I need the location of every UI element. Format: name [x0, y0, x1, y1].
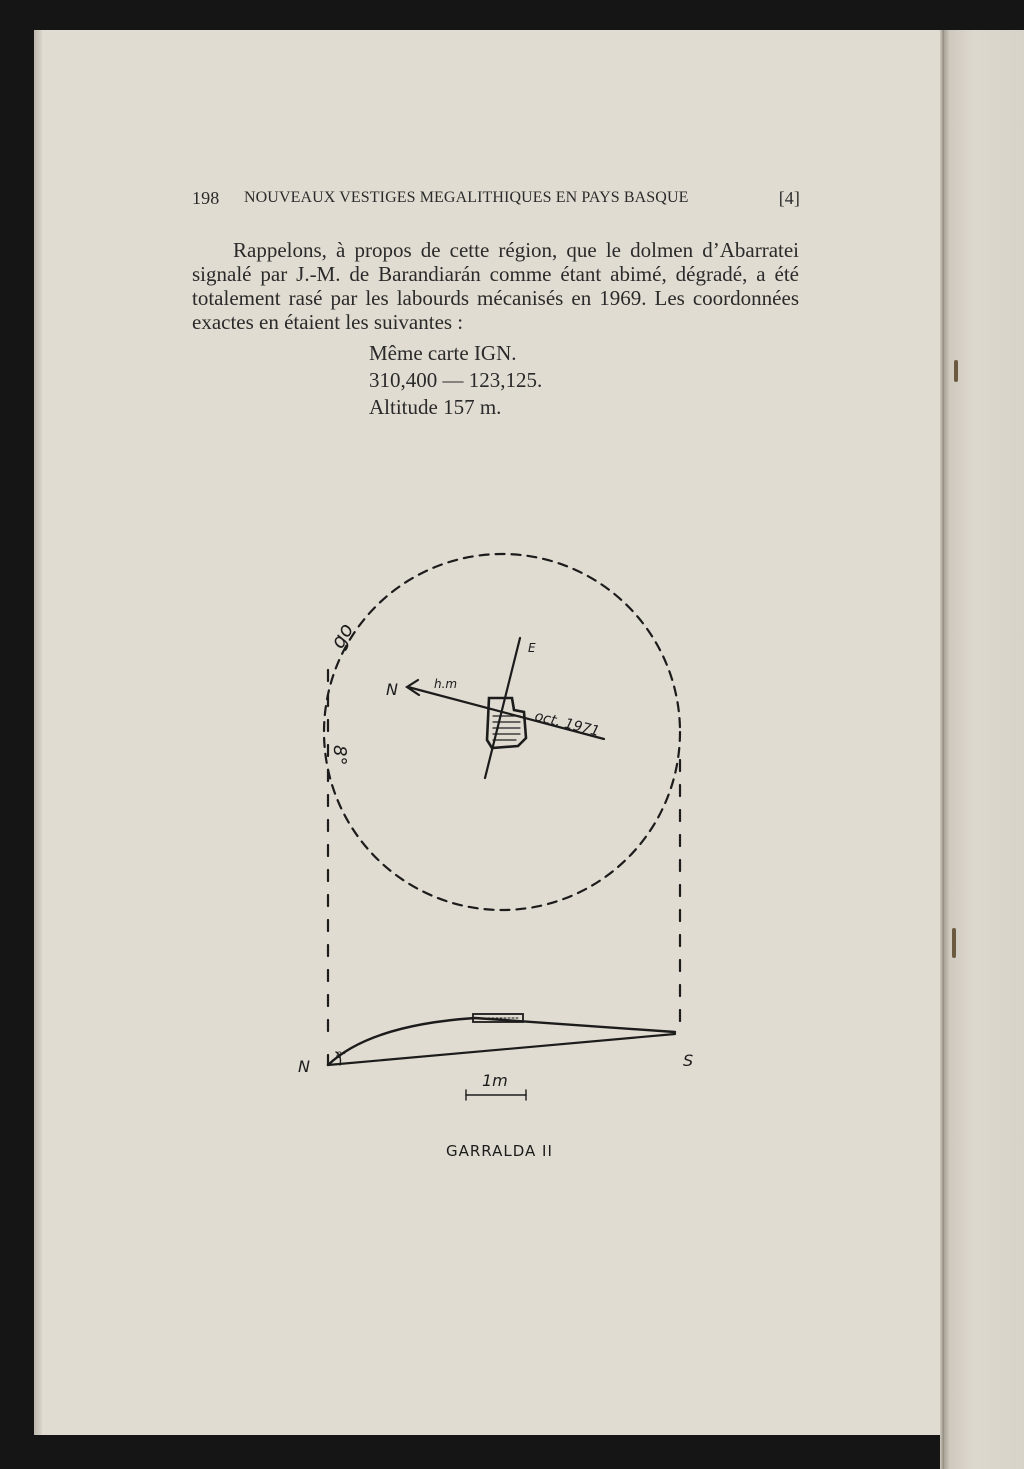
- date-label: oct. 1971: [533, 708, 602, 740]
- dolmen-sketch: [290, 520, 730, 1170]
- running-title: NOUVEAUX VESTIGES MEGALITHIQUES EN PAYS BASQUE: [244, 189, 689, 206]
- page-number: 198: [192, 188, 220, 208]
- coordinate-line: Altitude 157 m.: [369, 395, 502, 419]
- east-label: E: [528, 641, 536, 655]
- facing-page: [944, 30, 1024, 1469]
- sketch-caption: GARRALDA II: [446, 1142, 553, 1160]
- mound-profile: [328, 1018, 675, 1065]
- angle-label: 8°: [336, 1051, 347, 1061]
- plan-circle: [324, 554, 680, 910]
- coordinates-block: [369, 340, 689, 421]
- initials-label: h.m: [434, 677, 458, 691]
- running-header: [192, 188, 800, 214]
- page-stain: [954, 360, 958, 382]
- scale-label: 1m: [482, 1071, 508, 1090]
- left-mark-a: go: [325, 619, 359, 653]
- coordinate-line: 310,400 — 123,125.: [369, 368, 543, 392]
- left-mark-b: 8°: [329, 745, 350, 766]
- south-bottom-label: S: [683, 1051, 694, 1070]
- coordinate-line: Même carte IGN.: [369, 341, 517, 365]
- north-label: N: [386, 680, 398, 699]
- page-edge: [34, 30, 42, 1435]
- body-paragraph: Rappelons, à propos de cette région, que le dolmen d’Abarratei signalé par J.-M. de Barandiarán comme étant abimé, dégradé, a été totalement rasé par les labourds mécanisés en 1969. Les coordonnées exactes en étaient les suivantes :: [192, 238, 799, 334]
- page-stain: [952, 928, 956, 958]
- section-number: [4]: [778, 188, 800, 208]
- profile-baseline: [328, 1034, 675, 1065]
- north-bottom-label: N: [298, 1057, 310, 1076]
